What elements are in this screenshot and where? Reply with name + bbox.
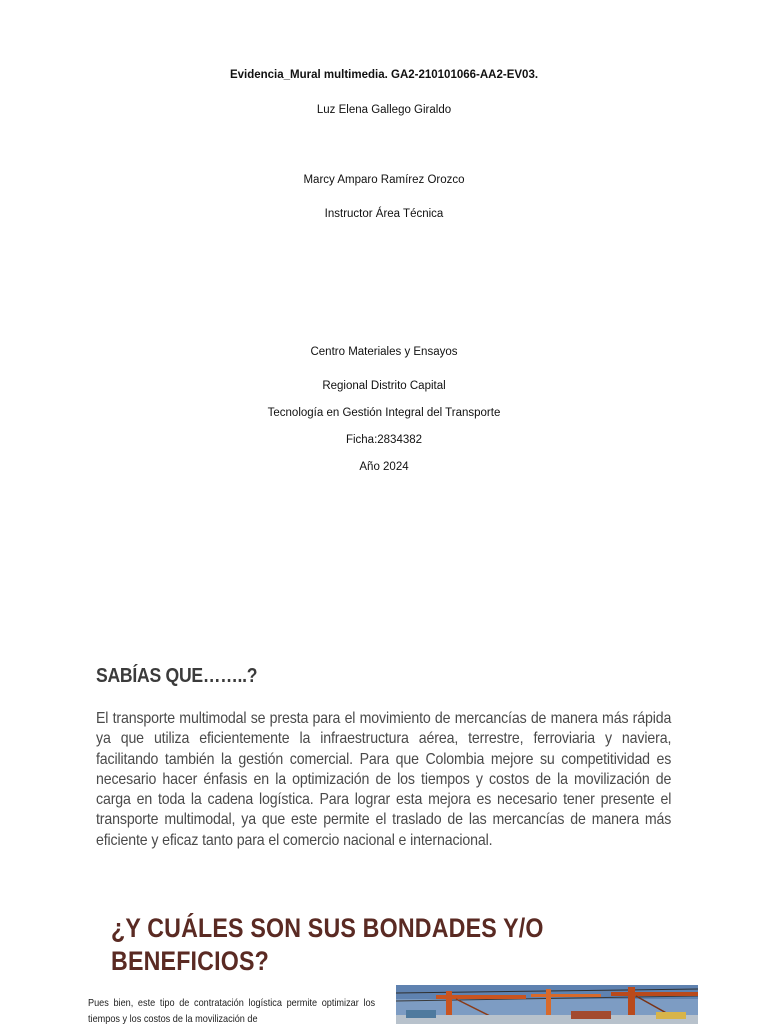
- sabias-que-heading: SABÍAS QUE……..?: [96, 665, 258, 687]
- port-cranes-photo: [396, 985, 698, 1024]
- instructor-name: Marcy Amparo Ramírez Orozco: [303, 174, 465, 186]
- port-cranes-illustration: [396, 985, 698, 1024]
- training-center: Centro Materiales y Ensayos: [310, 346, 458, 358]
- regional-name: Regional Distrito Capital: [322, 380, 446, 392]
- benefits-heading: ¿Y CUÁLES SON SUS BONDADES Y/O BENEFICIOS?: [111, 913, 544, 976]
- program-name: Tecnología en Gestión Integral del Transporte: [267, 407, 501, 419]
- benefits-paragraph: Pues bien, este tipo de contratación logística permite optimizar los tiempos y los costos de la movilización de: [88, 997, 376, 1024]
- multimodal-intro-paragraph: El transporte multimodal se presta para el movimiento de mercancías de manera más rápida ya que utiliza eficientemente la infraestructura aérea, terrestre, ferroviaria y naviera, facilitando también la gestión comercial. Para que Colombia mejore su competitividad es necesario hacer énfasis en la optimización de los tiempos y costos de la movilización de carga en toda la cadena logística. Para lograr esta mejora es necesario tener presente el transporte multimodal, ya que este permite el traslado de las mercancías de manera más eficiente y eficaz tanto para el comercio nacional e internacional.: [96, 710, 672, 849]
- ficha-number: Ficha:2834382: [345, 434, 423, 446]
- year-label: Año 2024: [359, 461, 409, 473]
- document-title: Evidencia_Mural multimedia. GA2-210101066-AA2-EV03.: [229, 69, 539, 81]
- instructor-role: Instructor Área Técnica: [324, 208, 444, 220]
- student-name: Luz Elena Gallego Giraldo: [316, 104, 452, 116]
